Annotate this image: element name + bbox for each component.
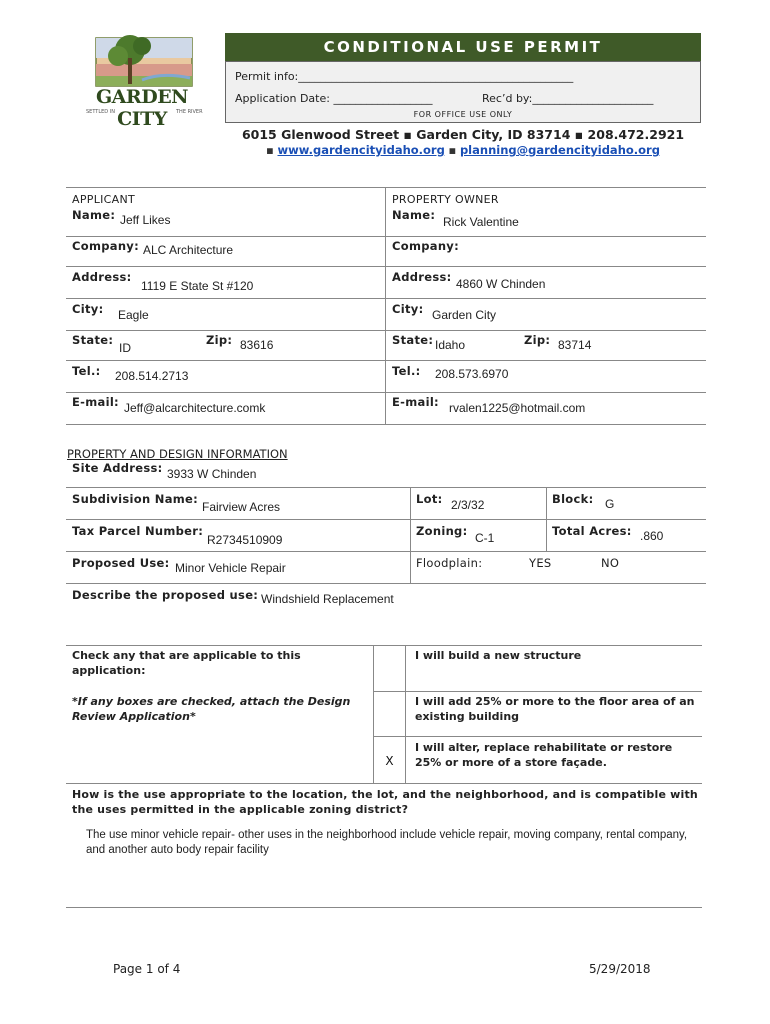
footer-date: 5/29/2018 [589, 962, 651, 976]
owner-state-label: State: [392, 333, 434, 347]
logo-wordmark: GARDEN CITY [95, 86, 189, 130]
compatibility-question: How is the use appropriate to the location, the lot, and the neighborhood, and is compatible with the uses permitted in the applicable zoning district? [72, 788, 698, 816]
applicant-city-field[interactable]: Eagle [118, 308, 149, 322]
applicant-company-field[interactable]: ALC Architecture [143, 243, 234, 257]
city-address-line: 6015 Glenwood Street ▪ Garden City, ID 83714 ▪ 208.472.2921 [241, 127, 685, 142]
applicant-email-field[interactable]: Jeff@alcarchitecture.comk [124, 401, 266, 415]
garden-city-logo [72, 34, 212, 130]
facade-text: I will alter, replace rehabilitate or restore 25% or more of a store façade. [415, 741, 673, 769]
block-label: Block: [552, 492, 594, 506]
office-use-note: FOR OFFICE USE ONLY [413, 110, 513, 119]
applicant-address-field[interactable]: 1119 E State St #120 [141, 279, 254, 293]
owner-company-label: Company: [392, 239, 459, 253]
describe-use-label: Describe the proposed use: [72, 588, 259, 602]
applicant-company-label: Company: [72, 239, 139, 253]
permit-info-row: Permit info:__________________________________________________ [235, 70, 574, 83]
applicant-tel-field[interactable]: 208.514.2713 [115, 369, 189, 383]
contact-links [225, 143, 701, 157]
total-acres-field[interactable]: .860 [640, 529, 664, 543]
proposed-use-field[interactable]: Minor Vehicle Repair [175, 561, 286, 575]
application-date-label: Application Date: [235, 92, 330, 105]
new-structure-checkbox[interactable] [374, 646, 405, 691]
applicant-zip-label: Zip: [206, 333, 233, 347]
owner-email-field[interactable]: rvalen1225@hotmail.com [449, 401, 586, 415]
email-link[interactable]: planning@gardencityidaho.org [459, 143, 660, 157]
applicant-city-label: City: [72, 302, 104, 316]
floodplain-label: Floodplain: [416, 556, 483, 570]
lot-field[interactable]: 2/3/32 [451, 498, 485, 512]
owner-name-field[interactable]: Rick Valentine [443, 215, 519, 229]
floodplain-yes-option[interactable]: YES [529, 556, 552, 570]
subdivision-label: Subdivision Name: [72, 492, 199, 506]
checklist-intro: Check any that are applicable to this application: [72, 649, 301, 677]
block-field[interactable]: G [605, 497, 615, 511]
owner-zip-field[interactable]: 83714 [558, 338, 592, 352]
applicant-state-label: State: [72, 333, 114, 347]
zoning-label: Zoning: [416, 524, 468, 538]
recd-by-row: Rec’d by:______________________ [482, 92, 654, 105]
owner-name-label: Name: [392, 208, 436, 222]
applicant-address-label: Address: [72, 270, 132, 284]
checklist-note: *If any boxes are checked, attach the Design Review Application* [72, 695, 351, 723]
lot-label: Lot: [416, 492, 443, 506]
owner-city-field[interactable]: Garden City [432, 308, 497, 322]
website-link[interactable]: www.gardencityidaho.org [277, 143, 445, 157]
total-acres-label: Total Acres: [552, 524, 632, 538]
describe-use-field[interactable]: Windshield Replacement [261, 592, 394, 606]
proposed-use-label: Proposed Use: [72, 556, 170, 570]
applicant-heading: APPLICANT [72, 193, 136, 206]
bullet-icon: ▪ [448, 143, 457, 157]
application-date-row: Application Date: __________________ [235, 92, 433, 105]
owner-tel-label: Tel.: [392, 364, 421, 378]
form-title: CONDITIONAL USE PERMIT [225, 33, 701, 61]
logo-left-caption: SETTLED IN [86, 109, 115, 115]
property-section-heading: PROPERTY AND DESIGN INFORMATION [67, 447, 288, 461]
owner-email-label: E-mail: [392, 395, 439, 409]
page-number: Page 1 of 4 [113, 962, 181, 976]
facade-checkbox[interactable]: X [385, 754, 394, 768]
owner-city-label: City: [392, 302, 424, 316]
floor-area-checkbox[interactable] [374, 692, 405, 736]
compatibility-answer[interactable]: The use minor vehicle repair- other uses in the neighborhood include vehicle repair, moving company, rental company, and another auto body repair facility [86, 829, 688, 856]
floodplain-no-option[interactable]: NO [601, 556, 620, 570]
applicant-email-label: E-mail: [72, 395, 119, 409]
tax-parcel-label: Tax Parcel Number: [72, 524, 204, 538]
permit-info-label: Permit info: [235, 70, 299, 83]
zoning-field[interactable]: C-1 [475, 531, 495, 545]
owner-address-field[interactable]: 4860 W Chinden [456, 277, 546, 291]
owner-tel-field[interactable]: 208.573.6970 [435, 367, 509, 381]
applicant-name-field[interactable]: Jeff Likes [120, 213, 171, 227]
applicant-state-field[interactable]: ID [119, 341, 131, 355]
recd-by-label: Rec’d by: [482, 92, 533, 105]
owner-state-field[interactable]: Idaho [435, 338, 466, 352]
owner-zip-label: Zip: [524, 333, 551, 347]
new-structure-text: I will build a new structure [415, 649, 582, 662]
subdivision-field[interactable]: Fairview Acres [202, 500, 281, 514]
office-use-box [225, 61, 701, 123]
applicant-tel-label: Tel.: [72, 364, 101, 378]
applicant-zip-field[interactable]: 83616 [240, 338, 274, 352]
logo-right-caption: THE RIVER [176, 109, 203, 115]
site-address-label: Site Address: [72, 461, 163, 475]
tax-parcel-field[interactable]: R2734510909 [207, 533, 283, 547]
floor-area-text: I will add 25% or more to the floor area of an existing building [415, 695, 695, 723]
owner-heading: PROPERTY OWNER [392, 193, 499, 206]
applicant-name-label: Name: [72, 208, 116, 222]
site-address-field[interactable]: 3933 W Chinden [167, 467, 257, 481]
bullet-icon: ▪ [266, 143, 274, 157]
owner-address-label: Address: [392, 270, 452, 284]
